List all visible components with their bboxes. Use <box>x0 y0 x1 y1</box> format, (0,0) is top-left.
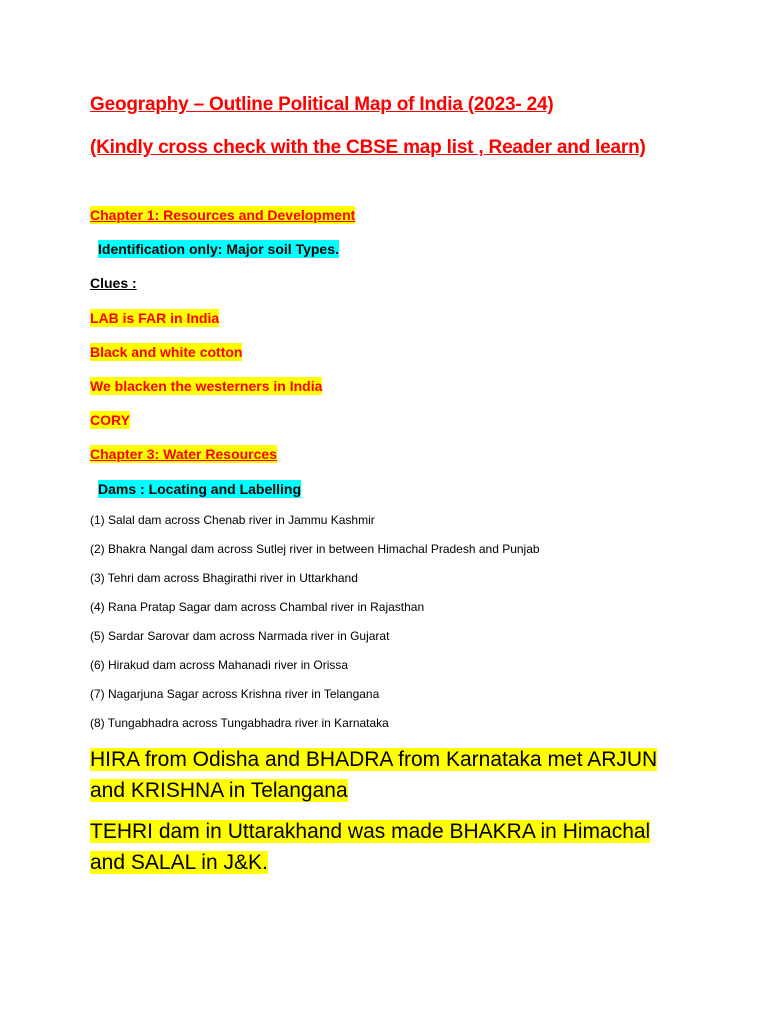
clue-text: LAB is FAR in India <box>90 310 220 326</box>
chapter-1-heading <box>90 207 355 223</box>
dams-heading <box>98 481 301 497</box>
clue-text: CORY <box>90 412 130 428</box>
page-title: Geography – Outline Political Map of India (2023- 24) <box>90 94 554 115</box>
dam-list-item: (5) Sardar Sarovar dam across Narmada river in Gujarat <box>90 629 390 643</box>
dams-heading-text: Dams : Locating and Labelling <box>98 481 302 497</box>
clue-item <box>90 344 242 360</box>
clues-label: Clues : <box>90 275 137 291</box>
page-subtitle: (Kindly cross check with the CBSE map list , Reader and learn) <box>90 137 646 158</box>
chapter-3-heading-text: Chapter 3: Water Resources <box>90 446 277 462</box>
chapter-3-heading <box>90 446 277 462</box>
dam-list-item: (3) Tehri dam across Bhagirathi river in Uttarkhand <box>90 571 358 585</box>
dam-list-item: (1) Salal dam across Chenab river in Jammu Kashmir <box>90 513 375 527</box>
mnemonic-text: TEHRI dam in Uttarakhand was made BHAKRA in Himachal and SALAL in J&K. <box>90 820 651 874</box>
dam-list-item: (4) Rana Pratap Sagar dam across Chambal river in Rajasthan <box>90 600 425 614</box>
chapter-1-heading-text: Chapter 1: Resources and Development <box>90 207 356 223</box>
clue-item <box>90 378 322 394</box>
clue-text: We blacken the westerners in India <box>90 378 323 394</box>
mnemonic-paragraph <box>90 816 690 878</box>
mnemonic-text: HIRA from Odisha and BHADRA from Karnataka met ARJUN and KRISHNA in Telangana <box>90 748 658 802</box>
identification-note <box>98 241 339 257</box>
dam-list-item: (2) Bhakra Nangal dam across Sutlej river in between Himachal Pradesh and Punjab <box>90 542 540 556</box>
dam-list-item: (6) Hirakud dam across Mahanadi river in Orissa <box>90 658 349 672</box>
clue-text: Black and white cotton <box>90 344 243 360</box>
clue-item <box>90 310 219 326</box>
dam-list-item: (7) Nagarjuna Sagar across Krishna river in Telangana <box>90 687 380 701</box>
dam-list-item: (8) Tungabhadra across Tungabhadra river in Karnataka <box>90 716 389 730</box>
clue-item <box>90 412 130 428</box>
mnemonic-paragraph <box>90 744 690 806</box>
identification-text: Identification only: Major soil Types. <box>98 241 339 257</box>
